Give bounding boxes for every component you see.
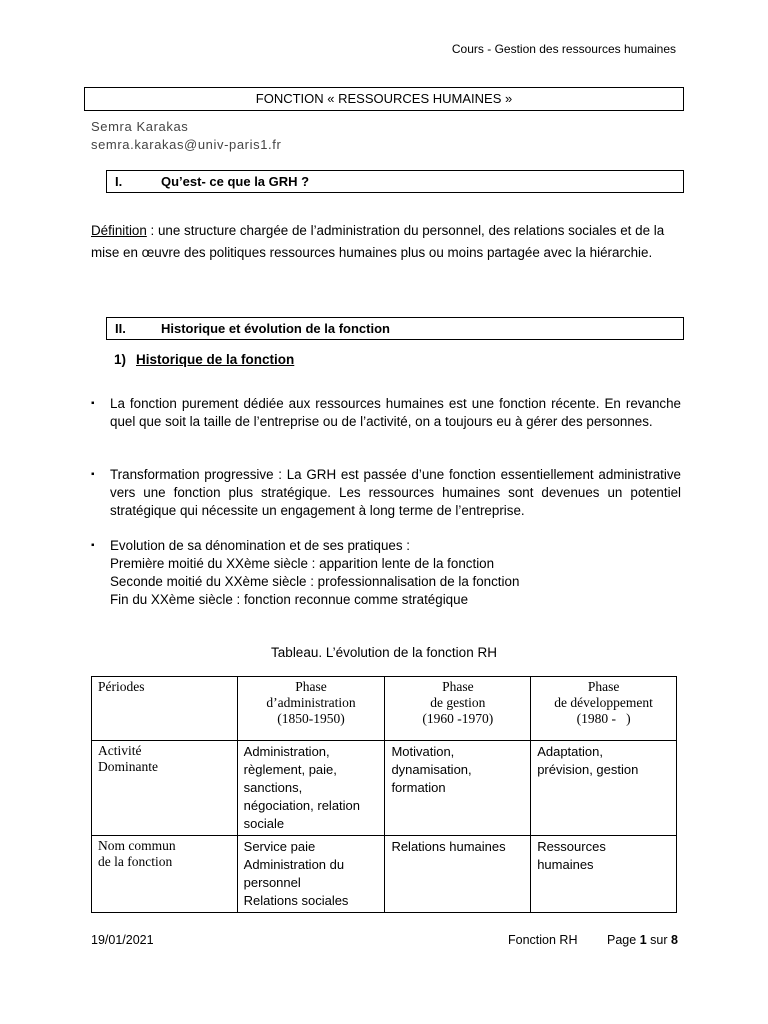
table-caption: Tableau. L’évolution de la fonction RH xyxy=(271,645,497,660)
bullet-item xyxy=(91,537,681,609)
section-heading-1 xyxy=(106,170,684,193)
definition-term: Définition xyxy=(91,223,147,238)
bullet-text: Transformation progressive : La GRH est passée d’une fonction essentiellement administrative vers une fonction plus stratégique. Les ressources humaines sont devenues un potentiel stratégique qui nécessite un engagement à long terme de l’entreprise. xyxy=(110,467,681,518)
bullet-line: Première moitié du XXème siècle : apparition lente de la fonction xyxy=(110,556,495,571)
table-cell: Adaptation, prévision, gestion xyxy=(531,741,677,836)
bullet-intro: Evolution de sa dénomination et de ses pratiques : xyxy=(110,538,410,553)
author-name: Semra Karakas xyxy=(91,119,189,134)
table-header-cell: Périodes xyxy=(92,677,238,741)
page-of-word: sur xyxy=(650,933,668,947)
definition-paragraph xyxy=(91,220,683,263)
evolution-table xyxy=(91,676,677,913)
bullet-item xyxy=(91,395,681,431)
footer-page-number xyxy=(607,933,678,947)
table-cell: Administration, règlement, paie, sanctions, négociation, relation sociale xyxy=(237,741,385,836)
document-title: FONCTION « RESSOURCES HUMAINES » xyxy=(84,87,684,111)
table-row xyxy=(92,741,677,836)
running-header: Cours - Gestion des ressources humaines xyxy=(451,42,676,56)
table-header-row xyxy=(92,677,677,741)
table-header-cell: Phase de développement (1980 - ) xyxy=(531,677,677,741)
bullet-square-icon: ▪ xyxy=(91,398,95,409)
table-header-cell: Phase d’administration (1850-1950) xyxy=(237,677,385,741)
subsection-title: Historique de la fonction xyxy=(136,352,295,367)
bullet-item xyxy=(91,466,681,520)
bullet-text: La fonction purement dédiée aux ressources humaines est une fonction récente. En revanche quel que soit la taille de l’entreprise ou de l’activité, on a toujours eu à gérer des personnes. xyxy=(110,396,681,429)
footer-doc-title: Fonction RH xyxy=(508,933,578,947)
definition-text: : une structure chargée de l’administration du personnel, des relations sociales et de la mise en œuvre des politiques ressources humaines plus ou moins partagée avec la hiérarchie. xyxy=(91,223,665,260)
table-cell: Service paie Administration du personnel Relations sociales xyxy=(237,836,385,913)
bullet-text xyxy=(110,537,681,609)
table-row-label: Nom commun de la fonction xyxy=(92,836,238,913)
bullet-line: Fin du XXème siècle : fonction reconnue comme stratégique xyxy=(110,592,469,607)
footer-date: 19/01/2021 xyxy=(91,933,154,947)
page-total: 8 xyxy=(670,933,678,947)
bullet-line: Seconde moitié du XXème siècle : professionnalisation de la fonction xyxy=(110,574,520,589)
table-cell: Relations humaines xyxy=(385,836,531,913)
section-title: Qu’est- ce que la GRH ? xyxy=(161,174,310,189)
page-current: 1 xyxy=(639,933,647,947)
subsection-number: 1) xyxy=(114,352,127,367)
bullet-square-icon: ▪ xyxy=(91,540,95,551)
page-word: Page xyxy=(607,933,637,947)
table-header-cell: Phase de gestion (1960 -1970) xyxy=(385,677,531,741)
table-row-label: Activité Dominante xyxy=(92,741,238,836)
bullet-square-icon: ▪ xyxy=(91,469,95,480)
section-number: I. xyxy=(115,174,123,189)
author-block xyxy=(91,118,281,154)
subsection-heading xyxy=(114,352,294,367)
table-row xyxy=(92,836,677,913)
section-heading-2 xyxy=(106,317,684,340)
section-title: Historique et évolution de la fonction xyxy=(161,321,390,336)
table-cell: Ressources humaines xyxy=(531,836,677,913)
author-email[interactable]: semra.karakas@univ-paris1.fr xyxy=(91,137,282,152)
table-cell: Motivation, dynamisation, formation xyxy=(385,741,531,836)
section-number: II. xyxy=(115,321,126,336)
